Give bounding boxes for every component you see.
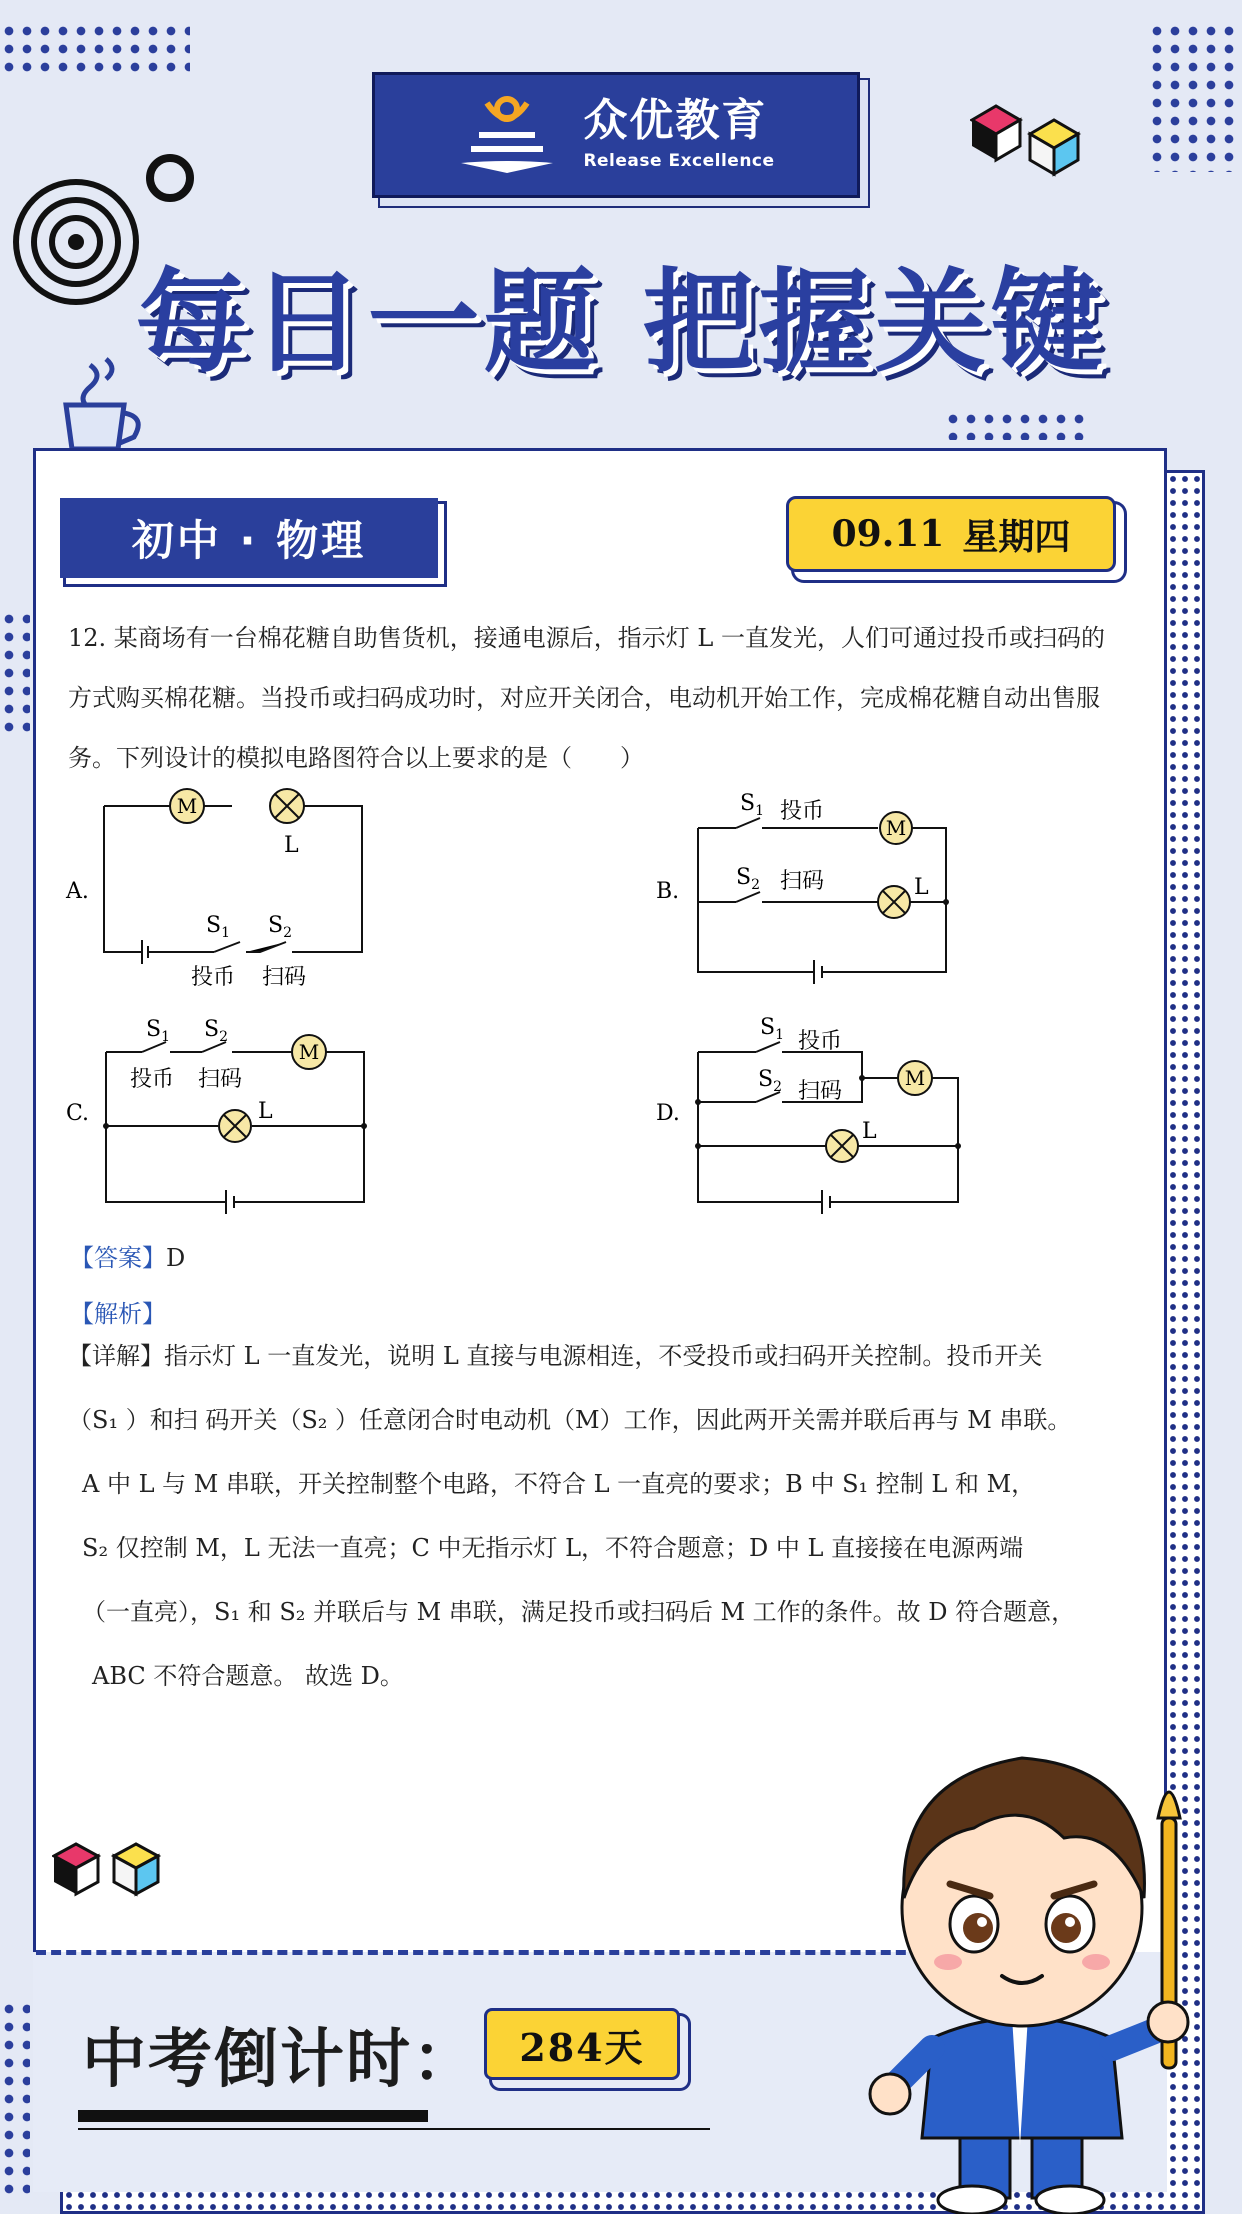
decor-dots-left-bottom: [0, 2000, 30, 2200]
date-day: 09.11: [831, 513, 945, 555]
lamp-label: L: [284, 833, 299, 858]
color-cubes-icon: [970, 98, 1090, 188]
circuit-d: [656, 1010, 976, 1224]
detail-line-3: A 中 L 与 M 串联，开关控制整个电路，不符合 L 一直亮的要求；B 中 S₁ 控制 L 和 M，: [82, 1470, 1036, 1498]
svg-text:S1: $S_1$: [206, 913, 230, 941]
svg-text:M: M: [298, 1040, 320, 1064]
detail-block: [68, 1340, 1128, 1724]
svg-text:扫码: 扫码: [780, 869, 825, 894]
svg-text:投币: 投币: [191, 965, 236, 990]
detail-line-6: ABC 不符合题意。 故选 D。: [92, 1662, 404, 1690]
countdown-label: 中考倒计时：: [82, 2023, 478, 2097]
circuit-a: [66, 780, 386, 994]
dashed-divider: [36, 1950, 936, 1955]
svg-text:M: M: [885, 816, 907, 840]
answer-value: D: [166, 1244, 186, 1272]
option-c-label: C.: [66, 1101, 90, 1126]
svg-text:S2: $S_2$: [736, 865, 760, 893]
svg-text:投币: 投币: [780, 799, 825, 824]
countdown-value: 284天: [484, 2008, 680, 2080]
detail-line-4: S₂ 仅控制 M，L 无法一直亮；C 中无指示灯 L，不符合题意；D 中 L 直接接在电源两端: [82, 1534, 1024, 1562]
decor-dots-top-right: [1148, 22, 1238, 172]
motor-label: M: [176, 794, 198, 818]
svg-text:M: M: [904, 1066, 926, 1090]
date-tag: [786, 496, 1116, 572]
headline: 每日一题 把握关键: [135, 258, 1107, 388]
svg-text:S1: $S_1$: [760, 1015, 784, 1043]
svg-text:S2: $S_2$: [758, 1067, 782, 1095]
decor-dots-top-left: [0, 22, 190, 72]
underline-thin: [78, 2128, 710, 2130]
option-b-label: B.: [656, 879, 680, 904]
brand-name-cn: 众优教育: [583, 95, 768, 146]
detail-label: 【详解】: [68, 1342, 164, 1370]
svg-text:投币: 投币: [130, 1067, 175, 1092]
svg-text:L: L: [258, 1099, 273, 1124]
svg-text:S1: $S_1$: [146, 1017, 170, 1045]
option-a-label: A.: [66, 879, 89, 904]
detail-line-2: （S₁ ）和扫 码开关（S₂ ）任意闭合时电动机（M）工作，因此两开关需并联后再与 M 串联。: [68, 1406, 1072, 1434]
color-cubes-small-icon: [52, 1842, 176, 1912]
svg-text:S1: $S_1$: [740, 791, 764, 819]
svg-text:S2: $S_2$: [204, 1017, 228, 1045]
decor-dots-left-mid: [0, 610, 30, 740]
detail-line-5: （一直亮），S₁ 和 S₂ 并联后与 M 串联，满足投币或扫码后 M 工作的条件。故 D 符合题意，: [82, 1598, 1076, 1626]
brand-logo: [372, 72, 860, 198]
brand-logo-icon: [457, 95, 557, 175]
svg-text:L: L: [862, 1119, 877, 1144]
svg-text:S2: $S_2$: [268, 913, 292, 941]
analysis-heading: [70, 1294, 166, 1329]
answer-line: [70, 1238, 185, 1273]
option-d-label: D.: [656, 1101, 680, 1126]
date-weekday: 星期四: [962, 515, 1071, 558]
circuit-b: [656, 780, 976, 994]
detail-line-1: 【详解】指示灯 L 一直发光，说明 L 直接与电源相连，不受投币或扫码开关控制。投币开关: [68, 1342, 1043, 1370]
subject-tag: 初中 · 物理: [60, 498, 438, 578]
decor-dots-right-mid: [944, 410, 1084, 440]
answer-label: 【答案】: [70, 1244, 166, 1272]
circuit-c: [66, 1010, 386, 1224]
mascot-boy-illustration: [862, 1748, 1202, 2214]
svg-text:投币: 投币: [798, 1029, 843, 1054]
analysis-label: 【解析】: [70, 1300, 166, 1328]
brand-name-en: Release Excellence: [583, 151, 775, 171]
question-text: 12. 某商场有一台棉花糖自助售货机，接通电源后，指示灯 L 一直发光，人们可通过投币或扫码的方式购买棉花糖。当投币或扫码成功时，对应开关闭合，电动机开始工作，完成棉花糖自动出售服务。下列设计的模拟电路图符合以上要求的是（ ）: [68, 624, 1105, 772]
underline-thick: [78, 2110, 428, 2122]
svg-text:L: L: [914, 875, 929, 900]
svg-text:扫码: 扫码: [198, 1067, 243, 1092]
svg-text:扫码: 扫码: [262, 965, 307, 990]
svg-text:扫码: 扫码: [798, 1079, 843, 1104]
